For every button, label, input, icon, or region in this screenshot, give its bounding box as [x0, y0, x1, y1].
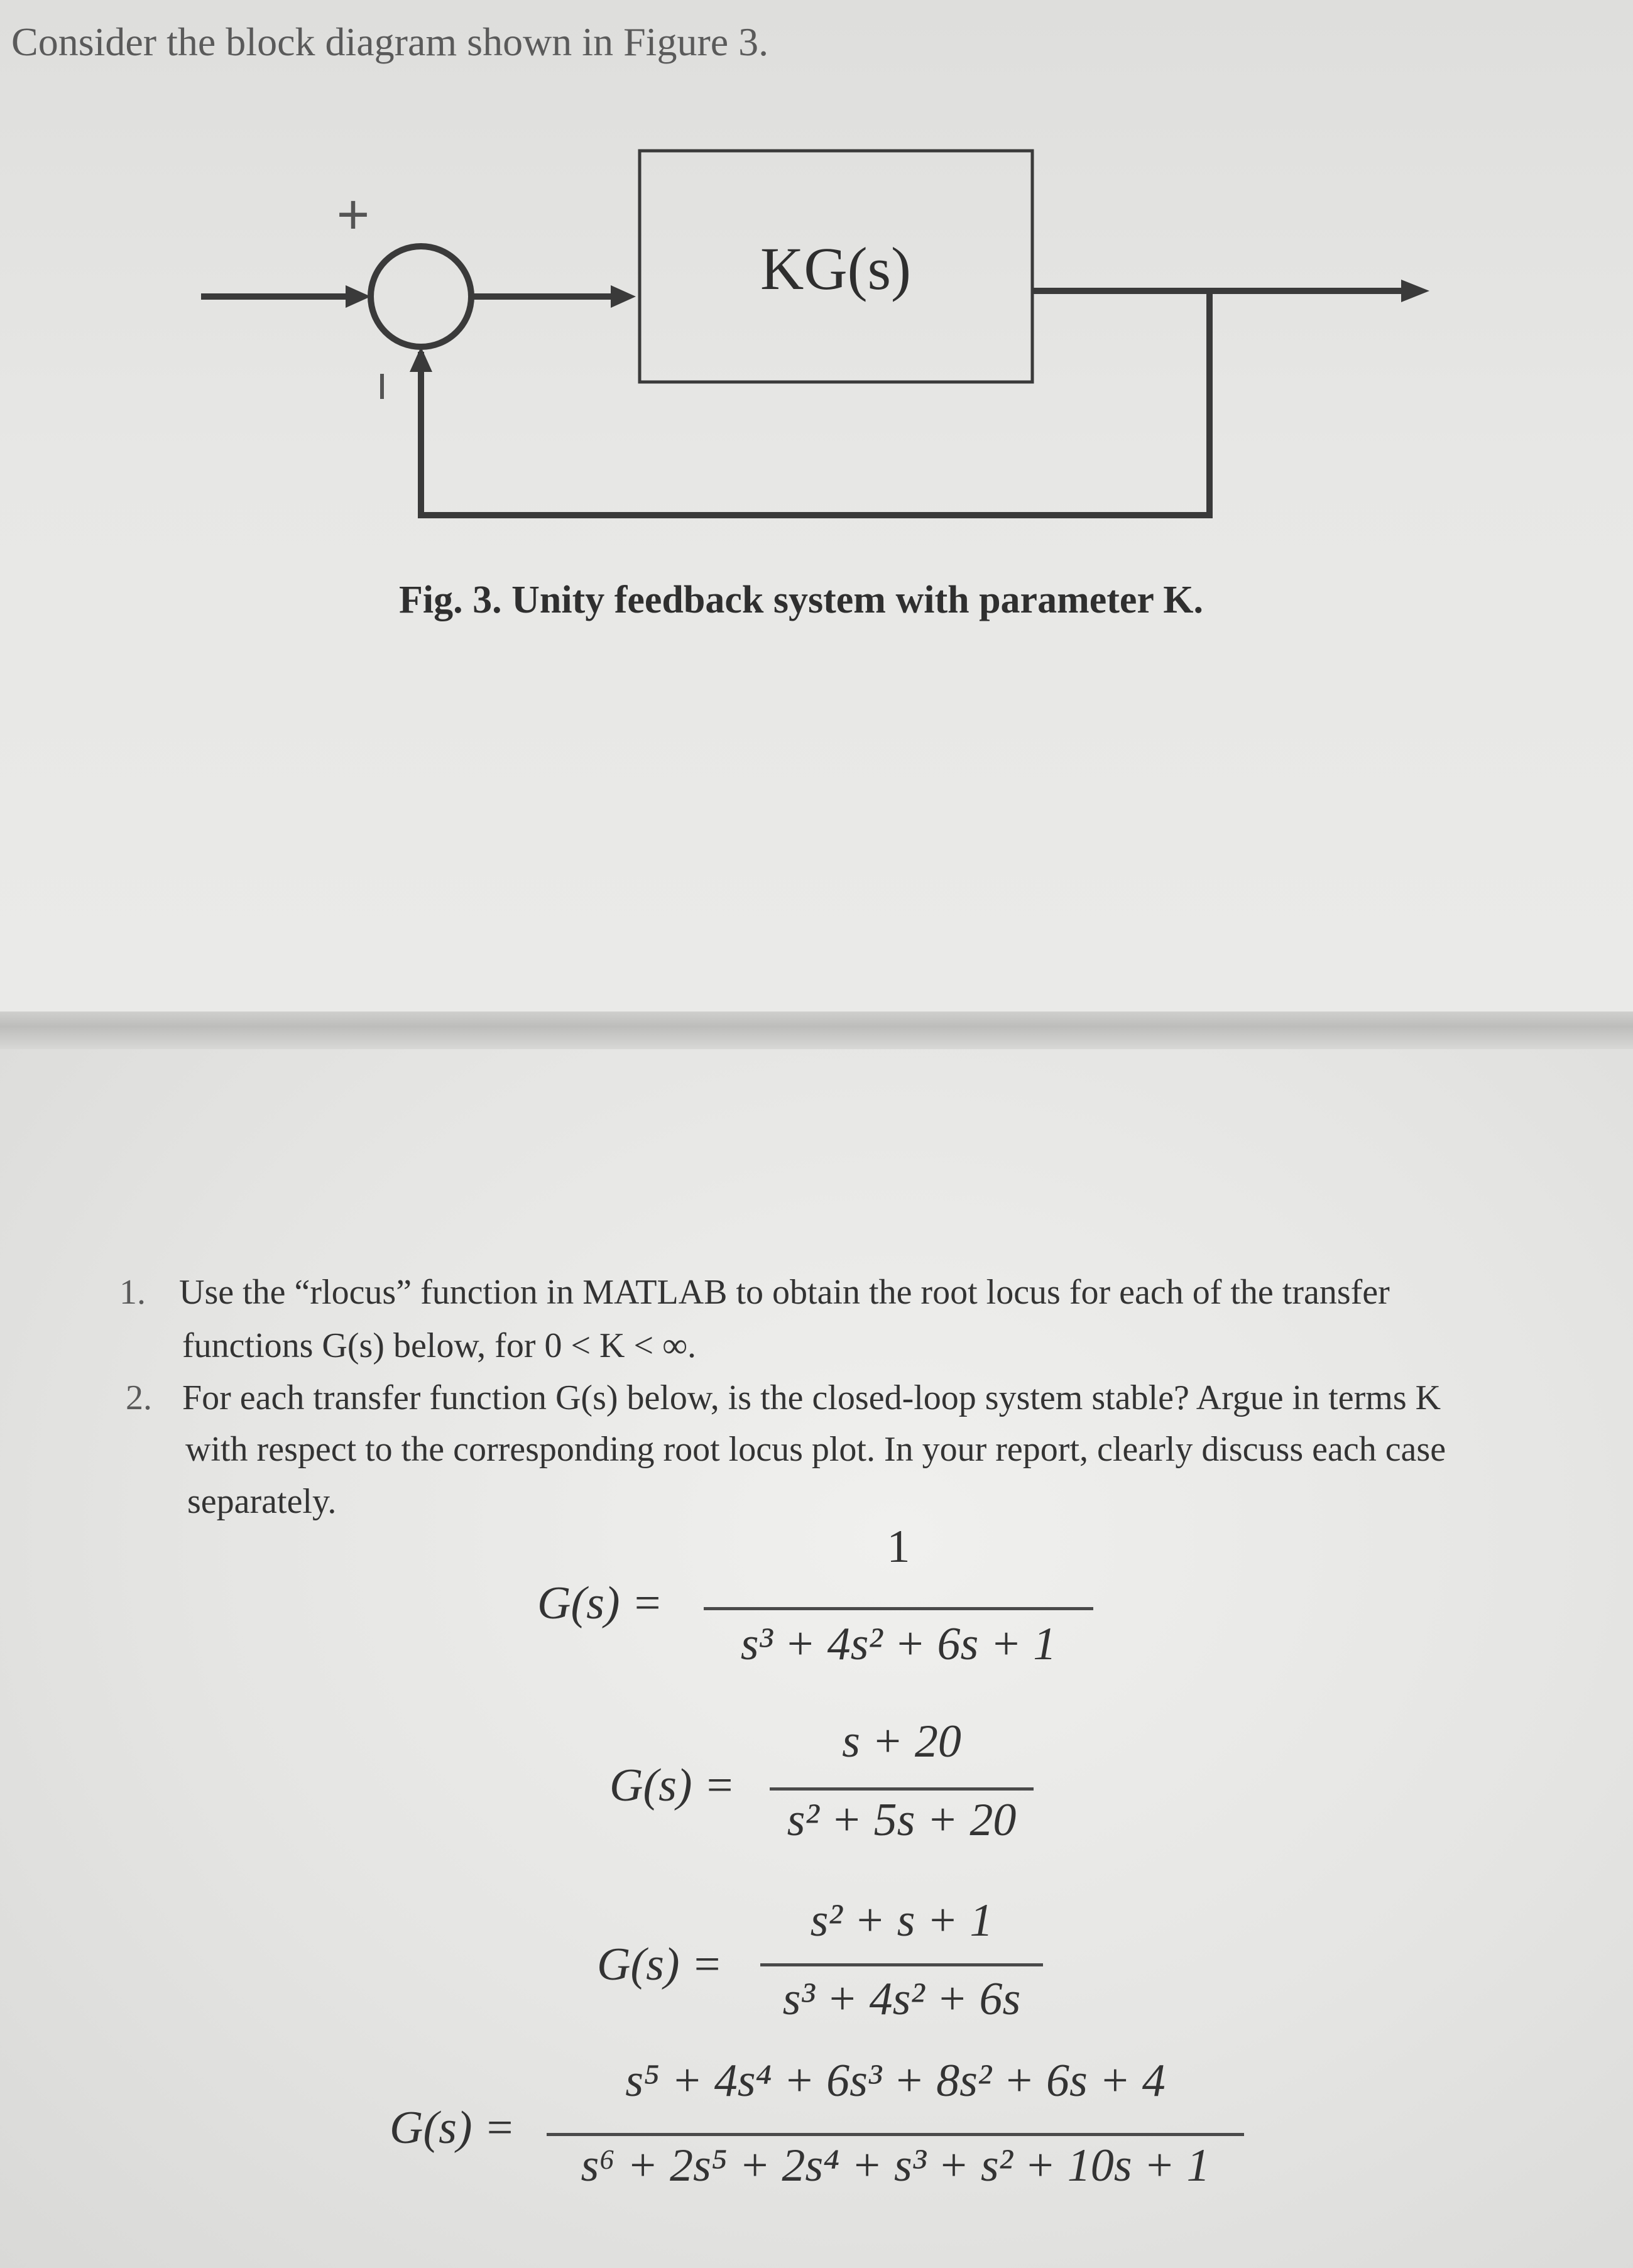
equation-4-denominator: s⁶ + 2s⁵ + 2s⁴ + s³ + s² + 10s + 1 [581, 2140, 1210, 2191]
equation-1-fraction-bar [704, 1607, 1093, 1610]
kg-block-label: KG(s) [760, 235, 911, 302]
page-divider [0, 1011, 1633, 1049]
feedback-arrowhead [410, 347, 432, 372]
plus-sign: + [336, 183, 370, 246]
equation-4-fraction-bar [547, 2133, 1244, 2136]
equation-2-denominator: s² + 5s + 20 [787, 1794, 1017, 1846]
equation-2-numerator: s + 20 [842, 1716, 961, 1767]
input-arrowhead [346, 285, 371, 308]
question-2-line-3: separately. [187, 1482, 337, 1521]
equation-2-lhs: G(s) = [609, 1760, 735, 1811]
figure-caption: Fig. 3. Unity feedback system with parameter K. [399, 579, 1204, 621]
question-2-number: 2. [126, 1378, 152, 1417]
intro-text: Consider the block diagram shown in Figure 3. [11, 19, 769, 64]
question-2-line-2: with respect to the corresponding root locus plot. In your report, clearly discuss each case [185, 1430, 1446, 1469]
equation-3-fraction-bar [760, 1963, 1043, 1966]
equation-4-lhs: G(s) = [390, 2102, 515, 2154]
equation-3-lhs: G(s) = [597, 1939, 723, 1990]
equation-1-lhs: G(s) = [537, 1578, 663, 1629]
feedback-path [421, 291, 1210, 515]
question-1-line-1: Use the “rlocus” function in MATLAB to obtain the root locus for each of the transfer [179, 1273, 1390, 1312]
equation-4-numerator: s⁵ + 4s⁴ + 6s³ + 8s² + 6s + 4 [625, 2055, 1166, 2107]
output-arrowhead [1401, 280, 1429, 302]
question-1-line-2: functions G(s) below, for 0 < K < ∞. [182, 1326, 696, 1365]
equation-1-numerator: 1 [887, 1521, 910, 1573]
equation-2-fraction-bar [770, 1787, 1034, 1791]
block-diagram [188, 138, 1445, 528]
equation-3-numerator: s² + s + 1 [810, 1895, 993, 1946]
question-2-line-1: For each transfer function G(s) below, is the closed-loop system stable? Argue in terms K [182, 1378, 1441, 1417]
block-input-arrowhead [611, 285, 636, 308]
summing-junction [371, 246, 471, 347]
question-1-number: 1. [119, 1273, 146, 1312]
equation-3-denominator: s³ + 4s² + 6s [782, 1973, 1021, 2025]
equation-1-denominator: s³ + 4s² + 6s + 1 [740, 1618, 1057, 1670]
